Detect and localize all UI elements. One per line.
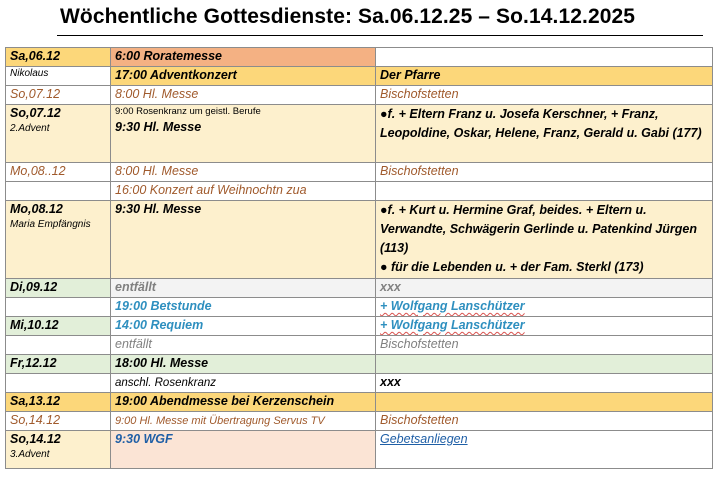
event-label: 8:00 Hl. Messe	[115, 164, 199, 178]
schedule-table	[5, 47, 713, 469]
table-row	[6, 317, 713, 336]
day-sub-label: Maria Empfängnis	[10, 219, 91, 230]
table-row	[6, 201, 713, 279]
note-label: ●f. + Kurt u. Hermine Graf, beides. + Eltern u. Verwandte, Schwägerin Gerlinde u. Patenkind Jürgen (113)	[380, 203, 697, 255]
event-label: 16:00 Konzert auf Weihnochtn zua	[115, 183, 307, 197]
table-row	[6, 105, 713, 163]
table-row	[6, 374, 713, 393]
day-label: Sa,06.12	[10, 49, 61, 63]
day-label: So,07.12	[10, 106, 61, 120]
event-label: 9:00 Hl. Messe mit Übertragung Servus TV	[115, 415, 325, 427]
day-label: So,14.12	[10, 432, 61, 446]
event-label: 14:00 Requiem	[115, 318, 204, 332]
day-sub-label: 2.Advent	[10, 123, 50, 134]
event-label: 6:00 Roratemesse	[115, 49, 223, 63]
table-row	[6, 298, 713, 317]
event-label: 8:00 Hl. Messe	[115, 87, 199, 101]
day-label: Sa,13.12	[10, 394, 61, 408]
day-label: So,07.12	[10, 87, 61, 101]
title-underline	[57, 35, 703, 36]
day-label: So,14.12	[10, 413, 61, 427]
note-label: Bischofstetten	[380, 164, 459, 178]
event-label: 18:00 Hl. Messe	[115, 356, 209, 370]
note-label: ●f. + Eltern Franz u. Josefa Kerschner, + Franz, Leopoldine, Oskar, Helene, Franz, Gerald u. Gabi (177)	[380, 107, 702, 140]
event-label: 9:30 Hl. Messe	[115, 202, 202, 216]
note-label: Bischofstetten	[380, 413, 459, 427]
page-title: Wöchentliche Gottesdienste: Sa.06.12.25 – So.14.12.2025	[60, 5, 636, 28]
event-label: entfällt	[115, 280, 156, 294]
event-label: 19:00 Abendmesse bei Kerzenschein	[115, 394, 335, 408]
gebetsanliegen-link[interactable]: Gebetsanliegen	[380, 432, 468, 446]
day-label: Di,09.12	[10, 280, 58, 294]
note-label: Bischofstetten	[380, 337, 459, 351]
day-label: Mi,10.12	[10, 318, 59, 332]
day-label: Mo,08.12	[10, 202, 63, 216]
table-row	[6, 412, 713, 431]
table-row	[6, 393, 713, 412]
table-row	[6, 48, 713, 67]
table-row	[6, 279, 713, 298]
event-label: 9:30 Hl. Messe	[115, 120, 202, 134]
event-label: anschl. Rosenkranz	[115, 377, 216, 389]
table-row	[6, 355, 713, 374]
note-label: + Wolfgang Lanschützer	[380, 299, 525, 313]
note-label: Bischofstetten	[380, 87, 459, 101]
table-row	[6, 336, 713, 355]
event-label: 17:00 Adventkonzert	[115, 68, 237, 82]
event-label: entfällt	[115, 337, 152, 351]
table-row	[6, 67, 713, 86]
event-small-label: 9:00 Rosenkranz um geistl. Berufe	[115, 106, 261, 117]
day-label: Mo,08..12	[10, 164, 66, 178]
day-sub-label: 3.Advent	[10, 449, 50, 460]
note-label: + Wolfgang Lanschützer	[380, 318, 525, 332]
note-label: xxx	[380, 280, 401, 294]
note-label: Der Pfarre	[380, 68, 441, 82]
table-row	[6, 431, 713, 469]
event-label: 19:00 Betstunde	[115, 299, 212, 313]
table-row	[6, 182, 713, 201]
event-label: 9:30 WGF	[115, 432, 173, 446]
table-row	[6, 163, 713, 182]
note-label-secondary: ● für die Lebenden u. + der Fam. Sterkl (173)	[380, 260, 644, 274]
table-row	[6, 86, 713, 105]
note-label: xxx	[380, 375, 401, 389]
day-sub-label: Nikolaus	[10, 68, 49, 79]
day-label: Fr,12.12	[10, 356, 57, 370]
